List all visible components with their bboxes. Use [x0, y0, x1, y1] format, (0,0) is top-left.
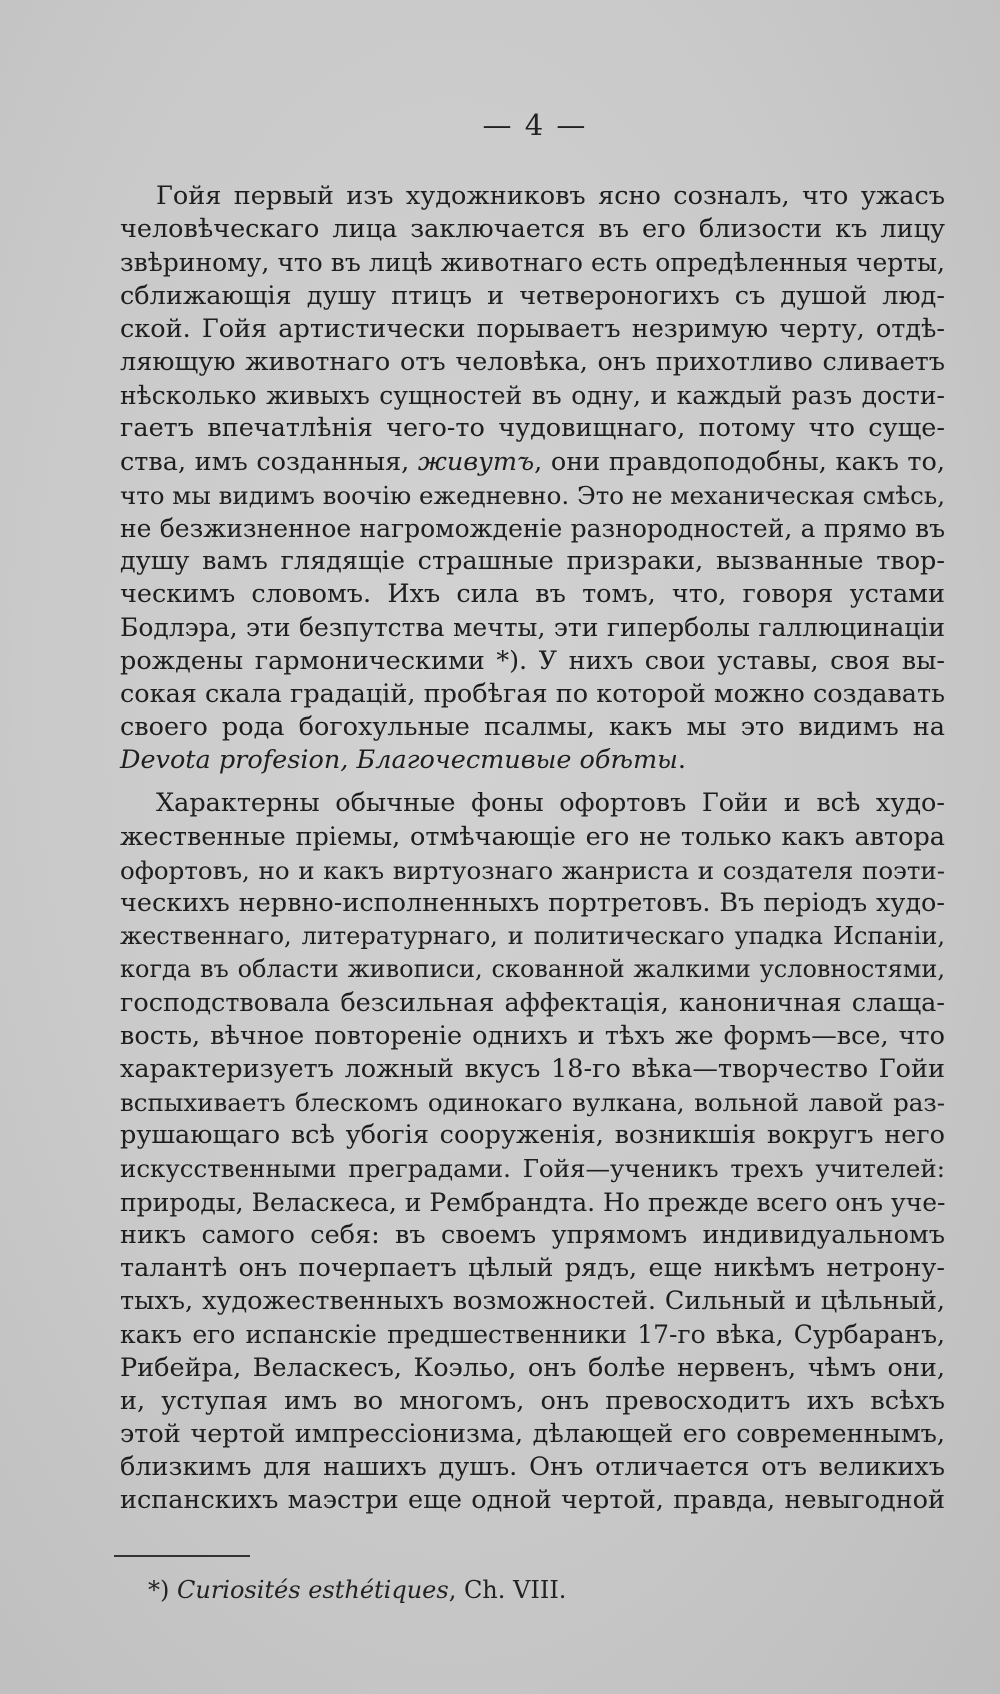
text-line: жественные пріемы, отмѣчающіе его не только какъ автора — [120, 821, 945, 852]
text-line: своего рода богохульные псалмы, какъ мы это видимъ на — [120, 712, 945, 742]
text-line — [120, 744, 945, 777]
text-line: рождены гармоническими *). У нихъ свои уставы, своя вы- — [120, 645, 945, 676]
italic-word: живутъ — [417, 446, 535, 477]
text-line: вспыхиваетъ блескомъ одинокаго вулкана, вольной лавой раз- — [120, 1088, 945, 1118]
text-line: ляющую животнаго отъ человѣка, онъ прихотливо сливаетъ — [120, 346, 945, 377]
text-line: сокая скала градацій, пробѣгая по которой можно создавать — [120, 678, 945, 709]
text-line: испанскихъ маэстри еще одной чертой, правда, невыгодной — [120, 1485, 945, 1516]
paragraph-1 — [120, 180, 945, 777]
text-line: Бодлэра, эти безпутства мечты, эти гиперболы галлюцинаціи — [120, 613, 945, 643]
text-line: господствовала безсильная аффектація, каноничная слаща- — [120, 987, 945, 1018]
text-line — [120, 446, 945, 479]
text-line: ской. Гойя артистически порываетъ незримую черту, отдѣ- — [120, 313, 945, 344]
text-line: душу вамъ глядящіе страшные призраки, вызванные твор- — [120, 546, 945, 577]
text-line: человѣческаго лица заключается въ его близости къ лицу — [120, 214, 945, 245]
text-line: близкимъ для нашихъ душъ. Онъ отличается отъ великихъ — [120, 1452, 945, 1483]
text-line: тыхъ, художественныхъ возможностей. Сильный и цѣльный, — [120, 1286, 945, 1317]
italic-title: Devota profesion, Благочестивые обѣты — [120, 745, 678, 776]
text-line: ческихъ нервно-исполненныхъ портретовъ. Въ періодъ худо- — [120, 887, 945, 918]
text-line: рушающаго всѣ убогія сооруженія, возникшія вокругъ него — [120, 1120, 945, 1151]
text-line: Характерны обычные фоны офортовъ Гойи и всѣ худо- — [156, 788, 945, 819]
text-line: нѣсколько живыхъ сущностей въ одну, и каждый разъ дости- — [120, 381, 945, 411]
text-line: офортовъ, но и какъ виртуознаго жанриста и создателя поэти- — [120, 855, 945, 885]
footnote-ref: , Ch. VIII. — [448, 1576, 567, 1604]
paragraph-2 — [120, 787, 945, 1517]
footnote-divider — [114, 1555, 250, 1557]
footnote-title: Curiosités esthétiques — [177, 1576, 449, 1604]
text-line: не безжизненное нагроможденіе разнородностей, а прямо въ — [120, 513, 945, 543]
text-line: никъ самого себя: въ своемъ упрямомъ индивидуальномъ — [120, 1219, 945, 1250]
page-number: — 4 — — [482, 108, 588, 142]
text-line: Рибейра, Веласкесъ, Коэльо, онъ болѣе нервенъ, чѣмъ они, — [120, 1352, 945, 1383]
footnote — [148, 1576, 566, 1604]
text-fragment: , они правдоподобны, какъ то, — [534, 446, 945, 477]
text-line: гаетъ впечатлѣнія чего-то чудовищнаго, потому что суще- — [120, 413, 945, 444]
paragraph-gap — [120, 777, 945, 787]
text-line: что мы видимъ воочію ежедневно. Это не механическая смѣсь, — [120, 480, 946, 510]
text-fragment: . — [677, 745, 687, 776]
text-line: жественнаго, литературнаго, и политическаго упадка Испаніи, — [120, 922, 945, 951]
text-line: Гойя первый изъ художниковъ ясно созналъ, что ужасъ — [156, 181, 945, 211]
text-line: вость, вѣчное повтореніе однихъ и тѣхъ же формъ—все, что — [120, 1020, 945, 1051]
text-line: и, уступая имъ во многомъ, онъ превосходитъ ихъ всѣхъ — [120, 1385, 945, 1416]
text-line: талантѣ онъ почерпаетъ цѣлый рядъ, еще никѣмъ нетрону- — [120, 1253, 945, 1283]
text-fragment: ства, имъ созданныя, — [120, 446, 418, 477]
text-line: сближающія душу птицъ и четвероногихъ съ душой люд- — [120, 280, 945, 311]
text-line: ческимъ словомъ. Ихъ сила въ томъ, что, говоря устами — [120, 579, 945, 610]
text-line: характеризуетъ ложный вкусъ 18-го вѣка—творчество Гойи — [120, 1053, 945, 1084]
text-line: природы, Веласкеса, и Рембрандта. Но прежде всего онъ уче- — [120, 1187, 946, 1217]
main-text — [120, 180, 945, 1518]
text-line: звѣриному, что въ лицѣ животнаго есть опредѣленныя черты, — [120, 248, 945, 278]
text-line: когда въ области живописи, скованной жалкими условностями, — [120, 955, 945, 984]
text-line: этой чертой импрессіонизма, дѣлающей его современнымъ, — [120, 1418, 945, 1449]
text-line: какъ его испанскіе предшественники 17-го вѣка, Сурбаранъ, — [120, 1320, 945, 1350]
footnote-marker: *) — [148, 1576, 177, 1604]
text-line: искусственными преградами. Гойя—ученикъ трехъ учителей: — [120, 1154, 945, 1184]
